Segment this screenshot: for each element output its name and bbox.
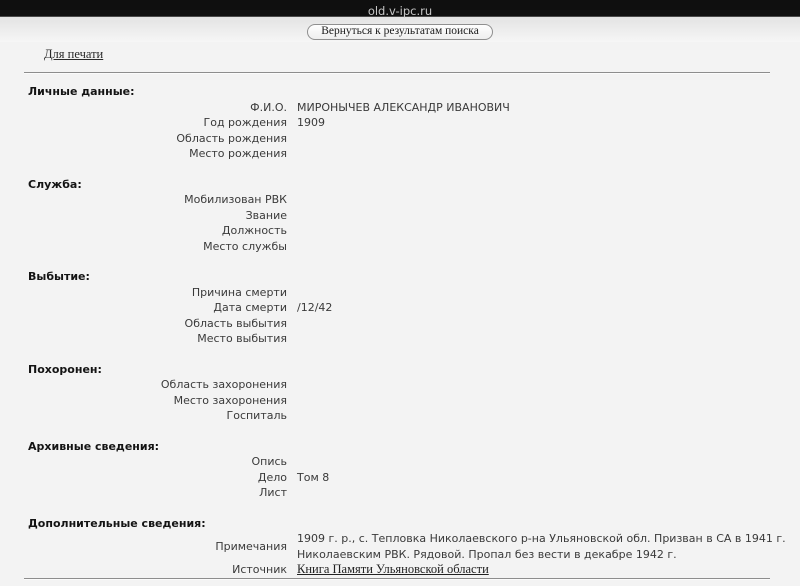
field-mobilized-rvk	[0, 192, 800, 208]
field-label: Место службы	[203, 239, 287, 253]
field-birth-place	[0, 146, 800, 162]
field-label: Область захоронения	[160, 378, 287, 391]
field-sheet	[0, 485, 800, 501]
field-value	[297, 562, 797, 578]
section-title: Архивные сведения:	[28, 439, 160, 453]
field-death-date	[0, 300, 800, 316]
field-rank	[0, 208, 800, 224]
divider-top	[24, 72, 770, 74]
toolbar	[0, 17, 800, 42]
field-label: Область рождения	[176, 131, 287, 145]
section-archive	[0, 439, 800, 501]
site-host-label: old.v-ipc.ru	[367, 4, 433, 18]
field-value: 1909	[297, 116, 325, 129]
section-loss	[0, 269, 800, 347]
field-value: /12/42	[297, 301, 333, 314]
field-label: Место выбытия	[197, 332, 287, 345]
back-to-results-button[interactable]: Вернуться к результатам поиска	[307, 24, 493, 40]
field-notes	[0, 531, 800, 562]
field-inventory	[0, 454, 800, 470]
section-title: Дополнительные сведения:	[28, 516, 206, 530]
section-additional	[0, 516, 800, 578]
field-birth-year	[0, 115, 800, 131]
record-card	[0, 84, 800, 578]
field-burial-place	[0, 393, 800, 409]
field-label: Ф.И.О.	[250, 100, 287, 114]
source-link[interactable]: Книга Памяти Ульяновской области	[297, 562, 489, 576]
print-row	[44, 45, 800, 62]
section-burial	[0, 362, 800, 424]
field-label: Звание	[245, 208, 287, 222]
field-label: Госпиталь	[226, 409, 287, 422]
section-title: Личные данные:	[28, 85, 135, 98]
field-value: 1909 г. р., с. Тепловка Николаевского р-на Ульяновской обл. Призван в СА в 1941 г. Николаевским РВК. Рядовой. Пропал без вести в декабре 1942 г.	[297, 532, 786, 561]
field-death-cause	[0, 285, 800, 301]
section-service	[0, 177, 800, 255]
field-label: Причина смерти	[191, 285, 287, 299]
field-birth-region	[0, 131, 800, 147]
field-label: Год рождения	[203, 116, 287, 129]
field-label: Должность	[221, 224, 287, 237]
field-label: Место рождения	[189, 147, 287, 160]
field-label: Опись	[251, 455, 287, 468]
field-loss-place	[0, 331, 800, 347]
field-label: Место захоронения	[173, 393, 287, 407]
field-position	[0, 223, 800, 239]
field-label: Примечания	[215, 539, 287, 553]
browser-top-bar	[0, 0, 800, 17]
section-title: Похоронен:	[28, 362, 102, 376]
field-value: Том 8	[297, 470, 330, 484]
divider-bottom	[24, 578, 770, 580]
field-loss-region	[0, 316, 800, 332]
field-label: Мобилизован РВК	[184, 193, 287, 206]
print-link[interactable]: Для печати	[44, 47, 104, 61]
field-label: Лист	[259, 486, 287, 499]
section-title: Служба:	[28, 177, 82, 191]
field-burial-region	[0, 377, 800, 393]
section-personal-data	[0, 84, 800, 162]
field-case	[0, 470, 800, 486]
field-source	[0, 562, 800, 578]
field-label: Дата смерти	[213, 301, 287, 314]
field-hospital	[0, 408, 800, 424]
field-value: МИРОНЫЧЕВ АЛЕКСАНДР ИВАНОВИЧ	[297, 100, 510, 114]
field-label: Область выбытия	[184, 316, 287, 330]
field-fio	[0, 100, 800, 116]
field-service-place	[0, 239, 800, 255]
section-title: Выбытие:	[28, 270, 90, 283]
field-label: Дело	[257, 470, 287, 484]
field-label: Источник	[232, 563, 287, 576]
